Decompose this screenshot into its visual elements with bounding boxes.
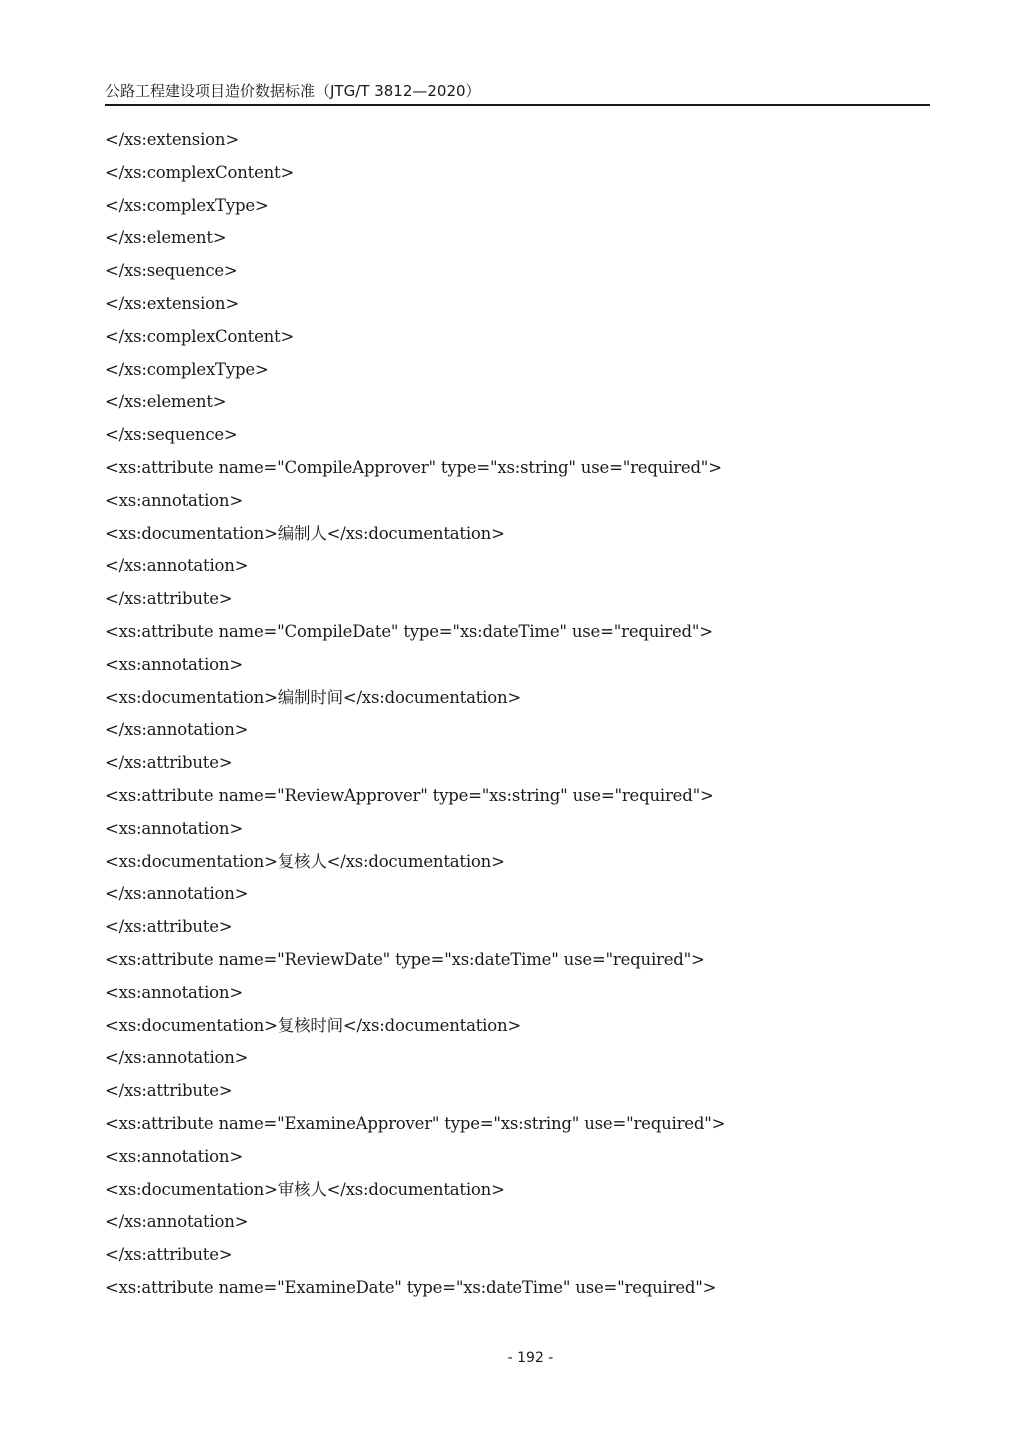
code-line: </xs:attribute>	[105, 1245, 233, 1265]
code-line: </xs:annotation>	[105, 1212, 249, 1232]
code-line: </xs:complexContent>	[105, 162, 295, 182]
code-line: </xs:element>	[105, 392, 227, 412]
code-line: </xs:attribute>	[105, 753, 233, 773]
code-line: <xs:attribute name="ReviewApprover" type="xs:string" use="required">	[105, 785, 714, 805]
header-title: 公路工程建设项目造价数据标准（JTG/T 3812—2020）	[105, 82, 481, 100]
code-line: <xs:attribute name="CompileDate" type="xs:dateTime" use="required">	[105, 621, 713, 641]
code-line: </xs:complexType>	[105, 195, 269, 215]
code-line: </xs:sequence>	[105, 425, 238, 445]
code-line: </xs:annotation>	[105, 556, 249, 576]
code-line: <xs:annotation>	[105, 818, 243, 838]
code-line: <xs:attribute name="ReviewDate" type="xs:dateTime" use="required">	[105, 949, 705, 969]
code-line: </xs:complexContent>	[105, 326, 295, 346]
code-line: <xs:documentation>编制时间</xs:documentation>	[105, 687, 521, 707]
code-line: <xs:annotation>	[105, 654, 243, 674]
code-line: <xs:documentation>编制人</xs:documentation>	[105, 523, 505, 543]
code-line: </xs:attribute>	[105, 589, 233, 609]
code-line: <xs:attribute name="ExamineApprover" type="xs:string" use="required">	[105, 1113, 726, 1133]
code-line: <xs:documentation>审核人</xs:documentation>	[105, 1179, 505, 1199]
code-line: <xs:attribute name="ExamineDate" type="xs:dateTime" use="required">	[105, 1277, 717, 1297]
code-line: <xs:annotation>	[105, 982, 243, 1002]
code-line: </xs:annotation>	[105, 884, 249, 904]
code-line: <xs:annotation>	[105, 490, 243, 510]
code-line: </xs:element>	[105, 228, 227, 248]
code-line: </xs:extension>	[105, 130, 239, 149]
code-line: </xs:attribute>	[105, 917, 233, 937]
page-number: - 192 -	[507, 1350, 554, 1366]
code-line: </xs:complexType>	[105, 359, 269, 379]
code-line: </xs:annotation>	[105, 1048, 249, 1068]
code-line: </xs:attribute>	[105, 1081, 233, 1101]
code-line: <xs:documentation>复核人</xs:documentation>	[105, 851, 505, 871]
code-line: </xs:extension>	[105, 293, 239, 313]
code-line: </xs:annotation>	[105, 720, 249, 740]
code-listing	[105, 124, 935, 1305]
code-line: <xs:annotation>	[105, 1146, 243, 1166]
code-line: </xs:sequence>	[105, 261, 238, 281]
code-line: <xs:documentation>复核时间</xs:documentation>	[105, 1015, 521, 1035]
code-line: <xs:attribute name="CompileApprover" type="xs:string" use="required">	[105, 457, 722, 477]
page-header	[105, 82, 930, 106]
